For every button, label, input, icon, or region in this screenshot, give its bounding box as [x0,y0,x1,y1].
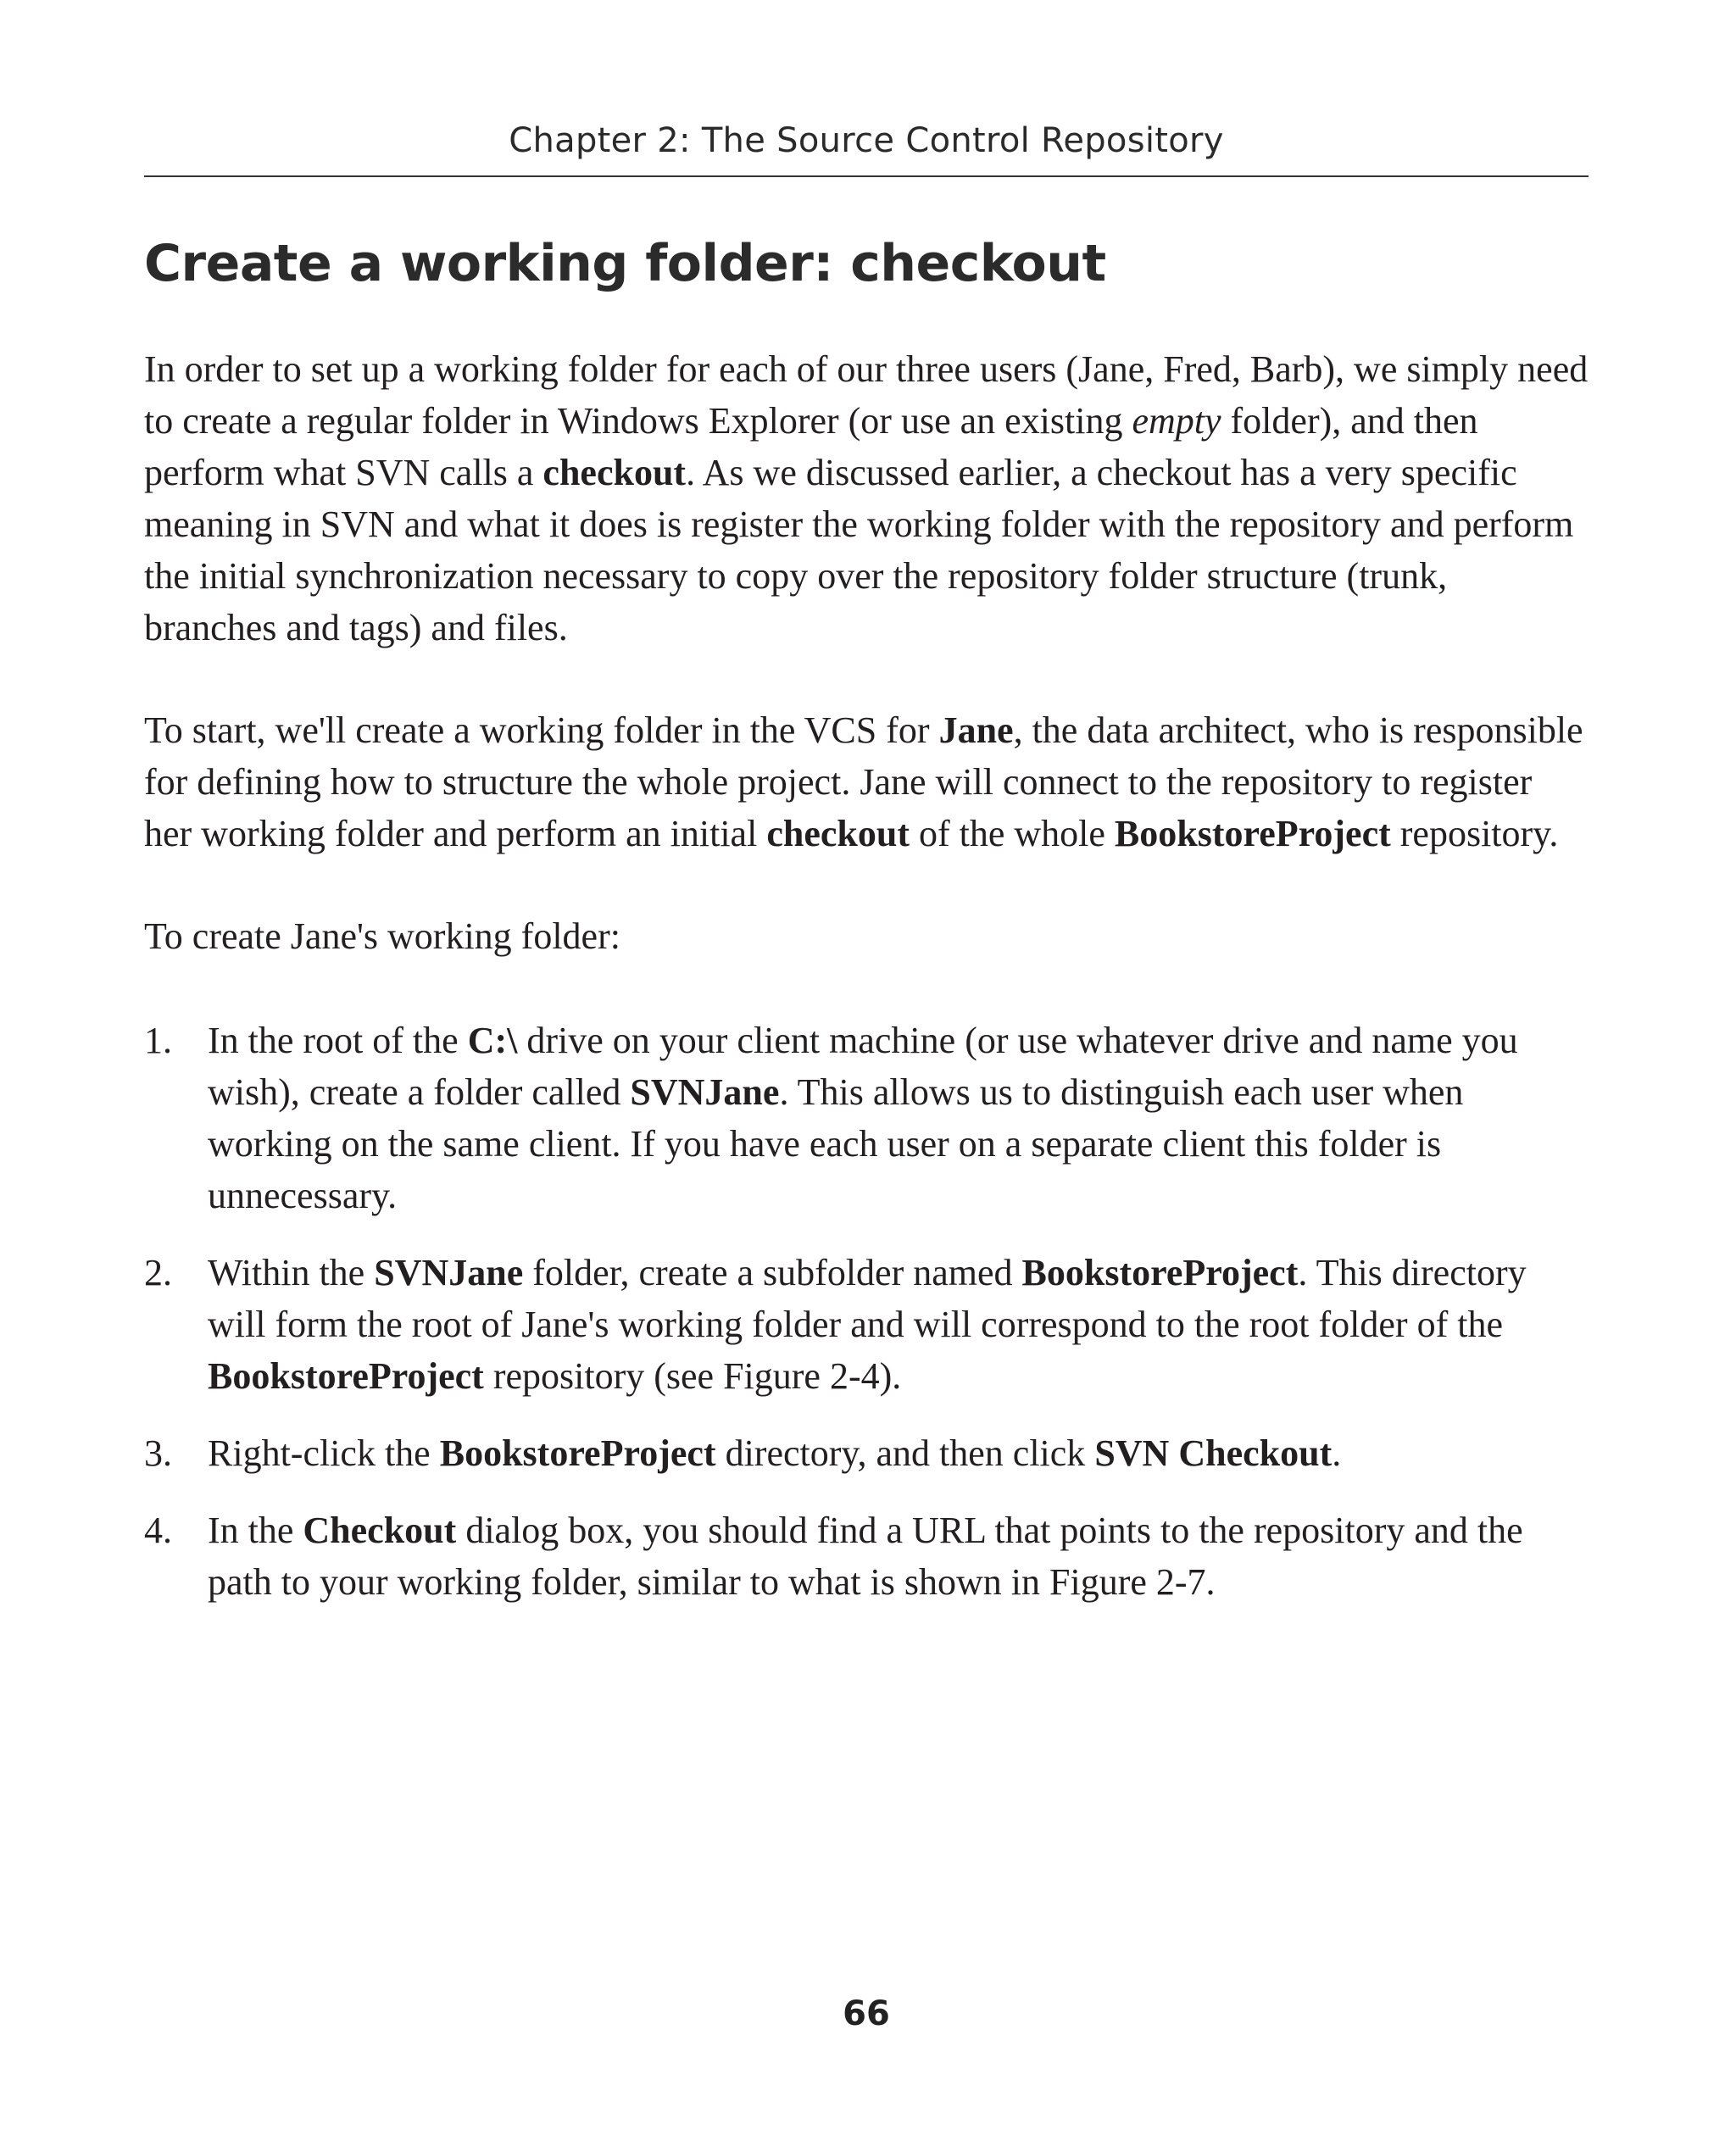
text-run: repository. [1390,813,1559,854]
term-svnjane: SVNJane [630,1071,780,1113]
step-text [208,1015,1589,1221]
term-bookstore-project: BookstoreProject [208,1355,484,1397]
term-jane: Jane [938,709,1014,751]
paragraph-steps-intro: To create Jane's working folder: [144,915,620,957]
text-run: of the whole [909,813,1115,854]
term-checkout-dialog: Checkout [303,1510,457,1551]
step-number: 4. [144,1510,172,1551]
step-number: 2. [144,1252,172,1293]
text-run: drive on your client machine (or use whatever drive and name you wish), create a folder called [208,1020,1518,1113]
term-drive: C:\ [467,1020,518,1061]
text-run: . [1332,1432,1342,1474]
body-text [144,343,1589,1633]
step-text [208,1427,1589,1479]
text-run: In the root of the [208,1020,468,1061]
paragraph-intro [144,343,1589,653]
term-checkout: checkout [542,452,687,493]
emphasis-empty: empty [1132,400,1221,442]
step-item [144,1427,1589,1479]
running-head: Chapter 2: The Source Control Repository [509,121,1224,160]
step-item [144,1015,1589,1221]
term-bookstore-project: BookstoreProject [439,1432,716,1474]
text-run: folder, create a subfolder named [523,1252,1022,1293]
text-run: . This directory will form the root of Jane's working folder and will correspond to the root folder of the [208,1252,1527,1345]
term-bookstore-project: BookstoreProject [1114,813,1391,854]
section-title: Create a working folder: checkout [144,234,1106,293]
step-item [144,1247,1589,1402]
step-number: 3. [144,1432,172,1474]
text-run: folder), and then perform what SVN calls a [144,400,1478,493]
paragraph-jane [144,704,1589,859]
term-bookstore-project: BookstoreProject [1021,1252,1299,1293]
term-checkout: checkout [766,813,910,854]
text-run: , the data architect, who is responsible for defining how to structure the whole project. Jane will connect to the repository to register her working folder and perform an initial [144,709,1583,854]
text-run: Right-click the [208,1432,440,1474]
text-run: . This allows us to distinguish each user when working on the same client. If you have each user on a separate client this folder is unnecessary. [208,1071,1464,1216]
text-run: dialog box, you should find a URL that points to the repository and the path to your working folder, similar to what is shown in Figure 2-7. [208,1510,1523,1603]
header-rule [144,175,1589,177]
text-run: In order to set up a working folder for each of our three users (Jane, Fred, Barb), we simply need to create a regular folder in Windows Explorer (or use an existing [144,348,1589,442]
step-number: 1. [144,1020,172,1061]
text-run: . As we discussed earlier, a checkout has a very specific meaning in SVN and what it does is register the working folder with the repository and perform the initial synchronization necessary to copy over the repository folder structure (trunk, branches and tags) and files. [144,452,1574,648]
step-text [208,1504,1589,1608]
page-number: 66 [843,1994,890,2033]
step-item [144,1504,1589,1608]
term-svn-checkout: SVN Checkout [1094,1432,1333,1474]
text-run: Within the [208,1252,375,1293]
steps-list [144,1015,1589,1608]
term-svnjane: SVNJane [374,1252,524,1293]
text-run: repository (see Figure 2-4). [483,1355,902,1397]
step-text [208,1247,1589,1402]
text-run: In the [208,1510,303,1551]
text-run: To start, we'll create a working folder in the VCS for [144,709,939,751]
text-run: directory, and then click [715,1432,1095,1474]
